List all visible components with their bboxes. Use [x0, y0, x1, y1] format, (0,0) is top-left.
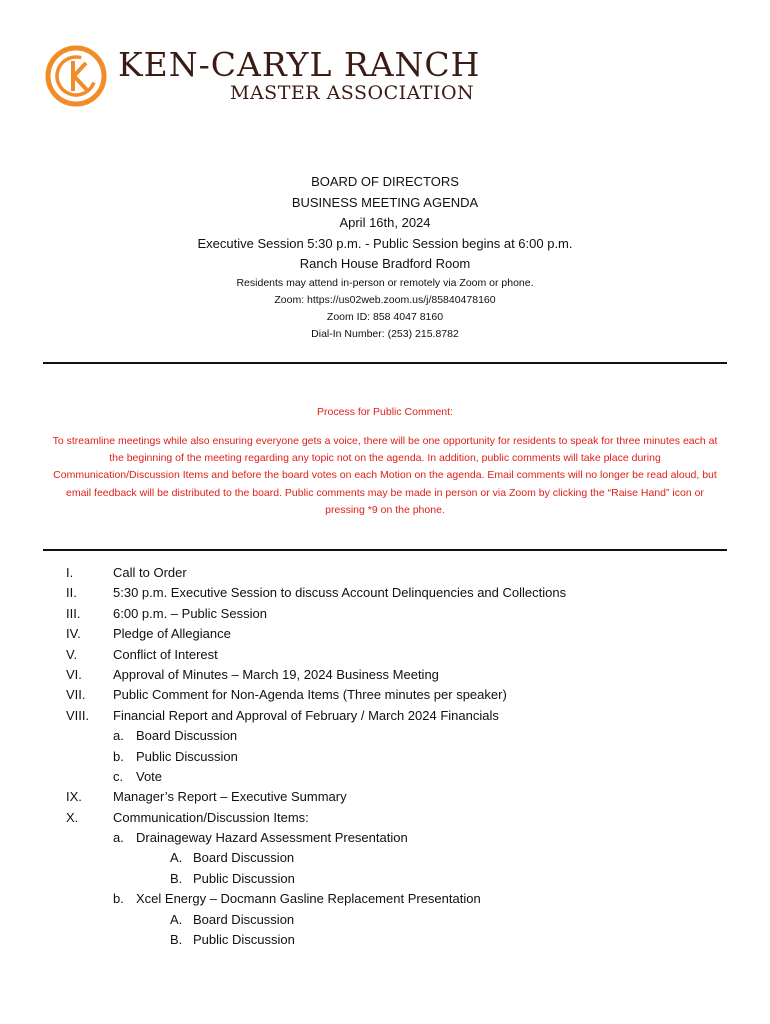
agenda-text: Public Comment for Non-Agenda Items (Three minutes per speaker) — [113, 687, 507, 703]
agenda-text: Pledge of Allegiance — [113, 626, 231, 642]
agenda-number: IX. — [66, 789, 82, 805]
zoom-link[interactable]: Zoom: https://us02web.zoom.us/j/85840478160 — [274, 293, 496, 306]
agenda-number: VII. — [66, 687, 86, 703]
agenda-subitem — [66, 747, 746, 767]
subitem-text: Xcel Energy – Docmann Gasline Replacement Presentation — [136, 891, 481, 907]
agenda-item — [66, 563, 746, 583]
logo-subtitle: MASTER ASSOCIATION — [230, 82, 475, 104]
subitem-text: Public Discussion — [136, 748, 238, 764]
agenda-item — [66, 787, 746, 807]
agenda-text: Approval of Minutes – March 19, 2024 Business Meeting — [113, 666, 439, 682]
agenda-subitem — [66, 828, 746, 848]
subitem-text: Board Discussion — [136, 728, 238, 744]
agenda-number: X. — [66, 809, 79, 825]
agenda-number: II. — [66, 585, 77, 601]
attendance-note: Residents may attend in-person or remotely via Zoom or phone. — [236, 276, 534, 289]
subsubitem-text: Board Discussion — [193, 911, 295, 927]
subsubitem-letter: A. — [170, 911, 183, 927]
subsubitem-text: Board Discussion — [193, 850, 295, 866]
agenda-number: VIII. — [66, 707, 90, 723]
agenda-subsubitem — [66, 910, 746, 930]
agenda-text: Financial Report and Approval of February / March 2024 Financials — [113, 707, 499, 723]
logo — [44, 44, 480, 108]
agenda-subitem — [66, 726, 746, 746]
agenda-subitem — [66, 767, 746, 787]
agenda-text: 5:30 p.m. Executive Session to discuss Account Delinquencies and Collections — [113, 585, 567, 601]
session-times: Executive Session 5:30 p.m. - Public Session begins at 6:00 p.m. — [197, 235, 573, 251]
agenda-title: BUSINESS MEETING AGENDA — [291, 194, 479, 210]
subitem-letter: c. — [113, 768, 124, 784]
subitem-letter: a. — [113, 728, 124, 744]
logo-title: KEN-CARYL RANCH — [118, 45, 481, 84]
public-comment-title: Process for Public Comment: — [317, 406, 453, 418]
subsubitem-text: Public Discussion — [193, 870, 295, 886]
agenda-item — [66, 808, 746, 828]
agenda-text: Call to Order — [113, 565, 187, 580]
agenda-text: Communication/Discussion Items: — [113, 809, 309, 825]
subitem-letter: b. — [113, 891, 124, 907]
agenda-item — [66, 645, 746, 665]
agenda-subsubitem — [66, 848, 746, 868]
subsubitem-letter: B. — [170, 870, 183, 886]
subitem-text: Drainageway Hazard Assessment Presentation — [136, 830, 408, 846]
subitem-letter: b. — [113, 748, 124, 764]
board-title: BOARD OF DIRECTORS — [311, 174, 459, 189]
public-comment-body: To streamline meetings while also ensuring everyone gets a voice, there will be one opportunity for residents to speak for three minutes each at the beginning of the meeting regarding any topic not on the agenda. In addition, public comments will take place during Communication/Discussion Items and before the board votes on each Motion on the agenda. Email comments will no longer be read aloud, but email feedback will be distributed to the board. Public comments may be made in person or via Zoom by clicking the “Raise Hand” icon or pressing *9 on the phone. — [52, 435, 718, 516]
subsubitem-letter: B. — [170, 932, 183, 948]
subsubitem-letter: A. — [170, 850, 183, 866]
agenda-item — [66, 685, 746, 705]
agenda-text: Conflict of Interest — [113, 646, 218, 662]
subsubitem-text: Public Discussion — [193, 932, 295, 948]
meeting-date: April 16th, 2024 — [339, 215, 431, 230]
agenda-number: IV. — [66, 626, 81, 642]
agenda-number: I. — [66, 565, 74, 580]
agenda-subsubitem — [66, 869, 746, 889]
dial-in-number: Dial-In Number: (253) 215.8782 — [311, 327, 459, 340]
zoom-id: Zoom ID: 858 4047 8160 — [326, 310, 444, 323]
agenda-item — [66, 583, 746, 603]
meeting-header — [0, 172, 770, 343]
agenda-text: 6:00 p.m. – Public Session — [113, 605, 267, 621]
divider — [43, 549, 727, 551]
agenda-number: III. — [66, 605, 81, 621]
agenda-subsubitem — [66, 930, 746, 950]
subitem-letter: a. — [113, 830, 124, 846]
agenda-number: VI. — [66, 666, 82, 682]
agenda-text: Manager’s Report – Executive Summary — [113, 789, 347, 805]
divider — [43, 362, 727, 364]
agenda-item — [66, 604, 746, 624]
agenda-list — [66, 563, 746, 950]
subitem-text: Vote — [136, 768, 163, 784]
agenda-number: V. — [66, 646, 78, 662]
agenda-item — [66, 665, 746, 685]
agenda-item — [66, 624, 746, 644]
agenda-item — [66, 706, 746, 726]
agenda-subitem — [66, 889, 746, 909]
meeting-location: Ranch House Bradford Room — [299, 256, 471, 271]
ken-caryl-logo-icon — [44, 44, 108, 108]
